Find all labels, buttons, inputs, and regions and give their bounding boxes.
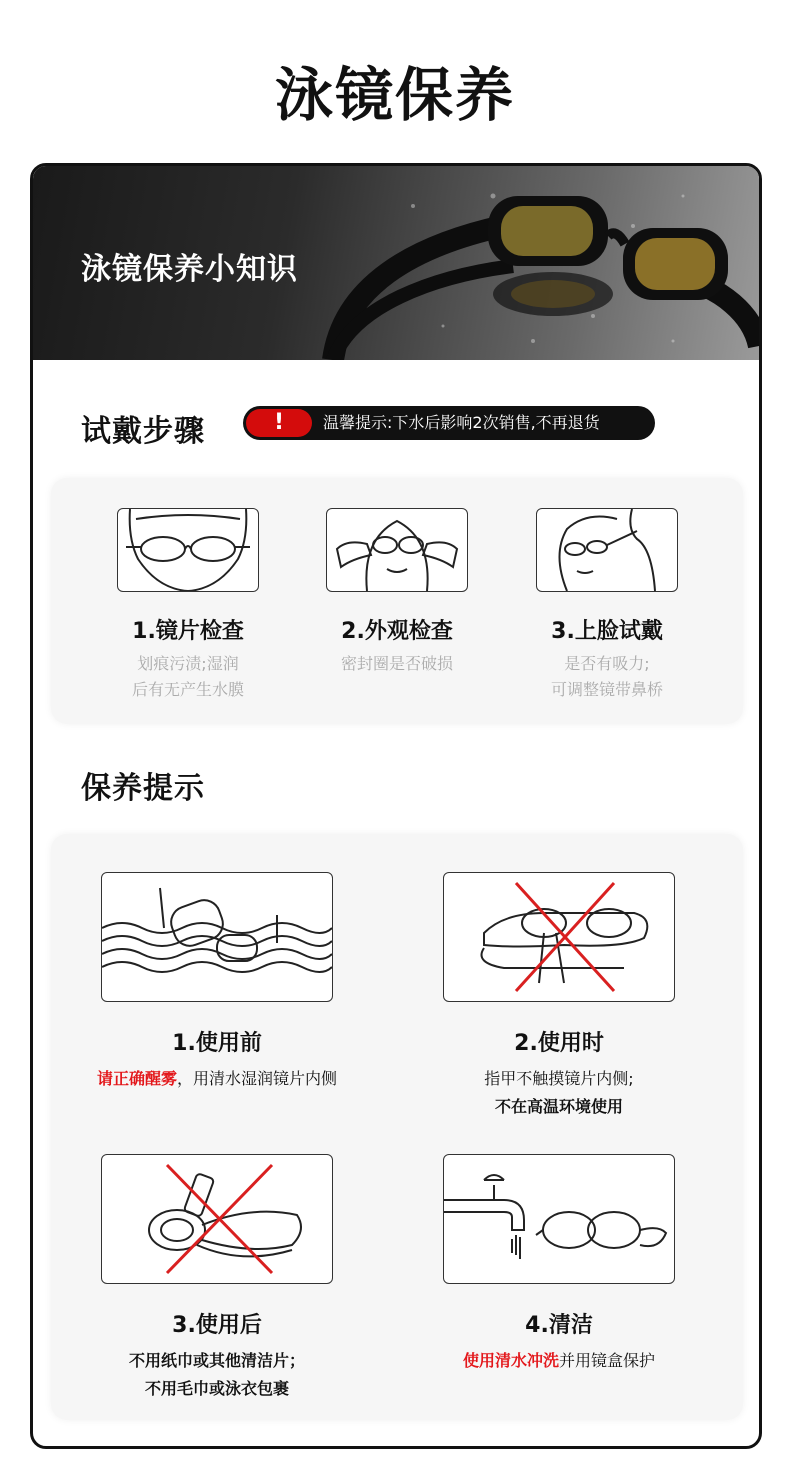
face-trial-illustration [536,508,678,592]
tip-title: 1.使用前 [172,1031,262,1056]
tip-title: 3.使用后 [172,1313,262,1338]
tip-card [67,872,367,1093]
tip-card [409,1154,709,1375]
tip-card [67,1154,367,1403]
rinse-illustration [443,1154,675,1284]
tip-desc [67,1065,367,1093]
notice-text: 温馨提示:下水后影响2次销售,不再退货 [323,413,600,432]
step-card [297,508,497,677]
care-card [30,163,762,1449]
care-tips-panel [51,834,743,1420]
try-steps-panel [51,478,743,724]
step-desc: 可调整镜带鼻桥 [550,680,663,699]
step-title: 2.外观检查 [341,619,453,644]
step-title: 3.上脸试戴 [551,619,663,644]
notice-pill [243,406,655,440]
defog-illustration [101,872,333,1002]
tip-card [409,872,709,1121]
page-title: 泳镜保养 [274,61,515,129]
tip-desc: 指甲不触摸镜片内侧; [484,1069,634,1088]
warning-icon: ! [246,409,312,437]
tip-desc-rest: 并用镜盒保护 [559,1351,656,1370]
step-desc: 划痕污渍;湿润 [137,654,239,673]
step-title: 1.镜片检查 [132,619,244,644]
no-touch-illustration [443,872,675,1002]
step-desc: 后有无产生水膜 [131,680,244,699]
tip-highlight: 请正确醒雾 [96,1069,177,1088]
step-card [88,508,288,703]
tip-title: 2.使用时 [514,1031,604,1056]
step-card [507,508,707,703]
lens-check-illustration [117,508,259,592]
banner [33,166,759,360]
step-desc: 密封圈是否破损 [340,654,453,673]
step-desc: 是否有吸力; [564,654,650,673]
appearance-check-illustration [326,508,468,592]
care-section-title: 保养提示 [81,771,205,806]
banner-title: 泳镜保养小知识 [81,252,298,287]
tip-desc [409,1347,709,1375]
tip-highlight: 使用清水冲洗 [462,1351,559,1370]
try-section-title: 试戴步骤 [81,414,205,449]
tip-desc: 不用纸巾或其他清洁片； [128,1351,305,1370]
no-wipe-illustration [101,1154,333,1284]
tip-highlight: 不在高温环境使用 [494,1097,623,1116]
tip-desc: 不用毛巾或泳衣包裹 [144,1379,289,1398]
tip-title: 4.清洁 [525,1313,593,1338]
tip-desc-rest: ，用清水湿润镜片内侧 [177,1069,338,1088]
